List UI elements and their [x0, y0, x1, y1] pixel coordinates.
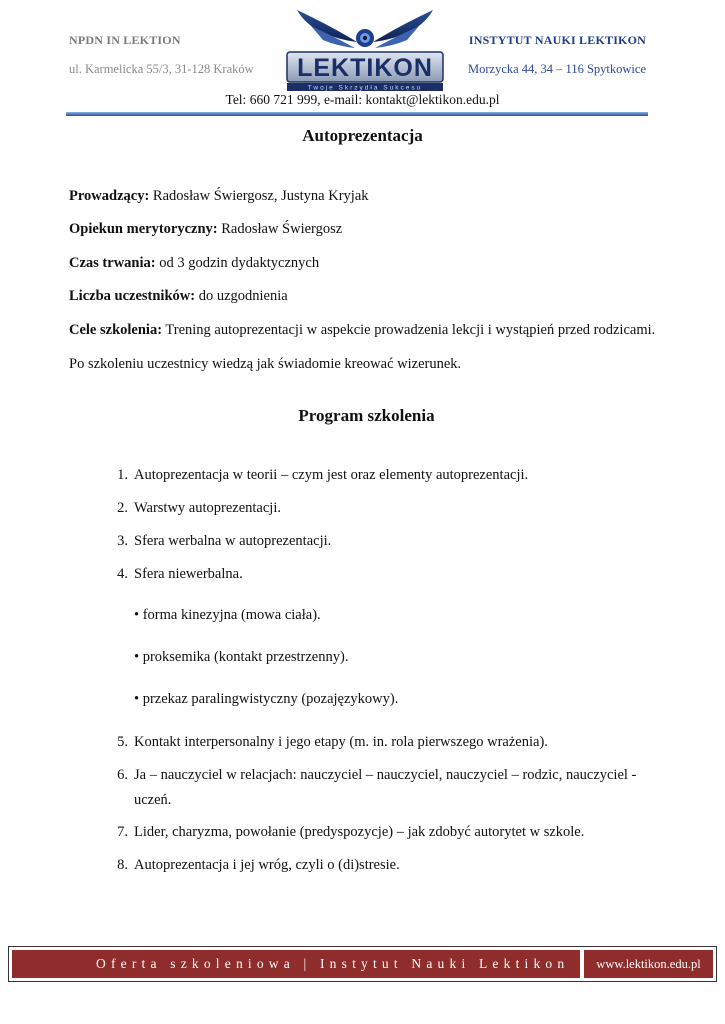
- item-text: Warstwy autoprezentacji.: [134, 500, 281, 516]
- item-number: 1.: [117, 467, 128, 483]
- item-text: Autoprezentacja w teorii – czym jest oraz elementy autoprezentacji.: [134, 467, 529, 483]
- logo-wordmark: LEKTIKON: [297, 54, 433, 82]
- field-label: Czas trwania:: [69, 255, 156, 271]
- field-supervisor: [69, 221, 342, 238]
- summary-text: Po szkoleniu uczestnicy wiedzą jak świadomie kreować wizerunek.: [69, 356, 462, 372]
- item-text: Sfera niewerbalna.: [134, 566, 243, 582]
- field-value: od 3 godzin dydaktycznych: [155, 255, 320, 271]
- item-text: Ja – nauczyciel w relacjach: nauczyciel – nauczyciel, nauczyciel – rodzic, nauczyciel - uczeń.: [134, 767, 637, 808]
- item-number: 4.: [117, 566, 128, 582]
- item-number: 7.: [117, 824, 128, 840]
- field-value: Trening autoprezentacji w aspekcie prowadzenia lekcji i wystąpień przed rodzicami.: [162, 322, 656, 338]
- program-subitem: • forma kinezyjna (mowa ciała).: [134, 607, 321, 623]
- header-left-address: ul. Karmelicka 55/3, 31-128 Kraków: [69, 62, 254, 76]
- field-value: Radosław Świergosz: [217, 221, 343, 237]
- item-text: Lider, charyzma, powołanie (predyspozycje) – jak zdobyć autorytet w szkole.: [134, 824, 585, 840]
- field-instructors: [69, 188, 369, 205]
- program-subitem: • proksemika (kontakt przestrzenny).: [134, 649, 349, 665]
- field-label: Cele szkolenia:: [69, 322, 163, 338]
- footer-offer-text: Oferta szkoleniowa | Instytut Nauki Lektikon: [12, 950, 580, 978]
- header-right-address: Morzycka 44, 34 – 116 Spytkowice: [468, 62, 646, 76]
- header-divider: [66, 112, 648, 116]
- field-duration: [69, 255, 319, 272]
- lektikon-logo: [283, 6, 447, 96]
- footer-url[interactable]: www.lektikon.edu.pl: [584, 950, 713, 978]
- program-subitem: • przekaz paralingwistyczny (pozajęzykowy).: [134, 691, 399, 707]
- item-number: 8.: [117, 857, 128, 873]
- item-number: 3.: [117, 533, 128, 549]
- item-number: 6.: [117, 767, 128, 783]
- header-right-title: INSTYTUT NAUKI LEKTIKON: [468, 33, 646, 47]
- document-title: Autoprezentacja: [302, 126, 423, 145]
- field-label: Liczba uczestników:: [69, 288, 196, 304]
- item-number: 5.: [117, 734, 128, 750]
- field-label: Opiekun merytoryczny:: [69, 221, 218, 237]
- item-text: Kontakt interpersonalny i jego etapy (m. in. rola pierwszego wrażenia).: [134, 734, 548, 750]
- field-participants: [69, 288, 288, 305]
- item-number: 2.: [117, 500, 128, 516]
- program-title: Program szkolenia: [298, 406, 435, 425]
- header-contact: Tel: 660 721 999, e-mail: kontakt@lektikon.edu.pl: [225, 92, 500, 107]
- field-value: Radosław Świergosz, Justyna Kryjak: [149, 188, 369, 204]
- header-left-title: NPDN IN LEKTION: [69, 33, 181, 47]
- item-text: Sfera werbalna w autoprezentacji.: [134, 533, 332, 549]
- field-value: do uzgodnienia: [195, 288, 288, 304]
- item-text: Autoprezentacja i jej wróg, czyli o (di)stresie.: [134, 857, 400, 873]
- field-label: Prowadzący:: [69, 188, 150, 204]
- logo-tagline: Twoje Skrzydła Sukcesu: [307, 84, 423, 92]
- field-goals: [69, 322, 655, 339]
